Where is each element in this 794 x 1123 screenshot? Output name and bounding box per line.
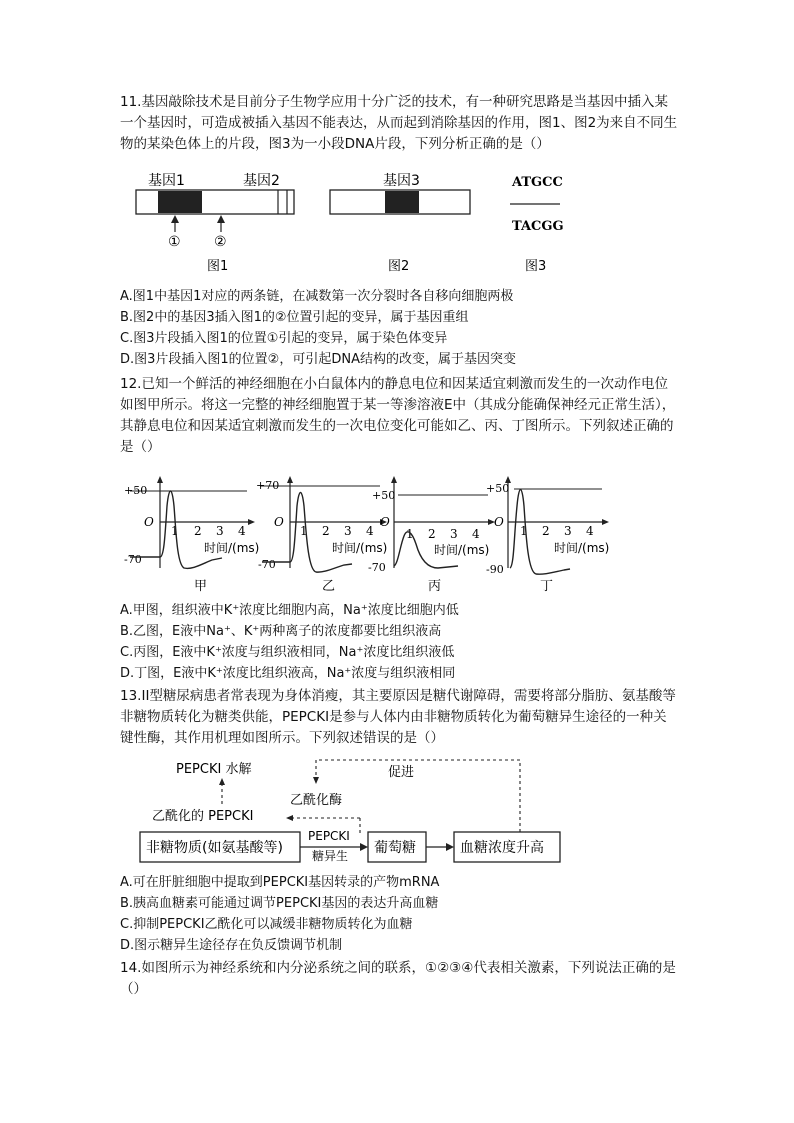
- svg-text:时间/(ms): 时间/(ms): [332, 541, 388, 555]
- yi-bottom-label: -70: [258, 558, 276, 571]
- svg-text:1: 1: [520, 524, 528, 538]
- fig2-caption: 图2: [388, 259, 410, 274]
- gluconeogenesis-label: 糖异生: [312, 849, 349, 863]
- blood-glucose-label: 血糖浓度升高: [460, 840, 544, 856]
- dna-bottom-strand: TACGG: [512, 219, 564, 234]
- svg-text:4: 4: [366, 524, 374, 538]
- svg-text:4: 4: [586, 524, 594, 538]
- svg-text:O: O: [274, 515, 284, 529]
- yi-top-label: +70: [256, 479, 280, 492]
- q12-option-d: D.丁图，E液中K⁺浓度比组织液高，Na⁺浓度与组织液相同: [120, 666, 456, 681]
- chart-ding: [486, 476, 609, 594]
- q12-stem: 12.已知一个鲜活的神经细胞在小白鼠体内的静息电位和因某适宜刺激而发生的一次动作电位如图甲所示。将这一完整的神经细胞置于某一等渗溶液E中（其成分能确保神经元正常生活），其静息电位和因某适宜刺激而发生的一次电位变化可能如乙、丙、丁图所示。下列叙述正确的是（）: [120, 376, 676, 455]
- svg-text:O: O: [144, 515, 154, 529]
- svg-text:4: 4: [472, 527, 480, 541]
- q12-option-a: A.甲图，组织液中K⁺浓度比细胞内高，Na⁺浓度比细胞内低: [120, 603, 459, 618]
- fig1-caption: 图1: [207, 259, 229, 274]
- svg-text:2: 2: [194, 524, 202, 538]
- acetylated-pepcki-label: 乙酰化的 PEPCKI: [152, 809, 254, 824]
- ding-top-label: +50: [486, 482, 510, 495]
- q13-figure: [140, 754, 570, 866]
- svg-text:3: 3: [564, 524, 572, 538]
- chart-jia: [124, 476, 259, 594]
- gene1-label: 基因1: [148, 173, 185, 189]
- q14-stem: 14.如图所示为神经系统和内分泌系统之间的联系，①②③④代表相关激素，下列说法正确的是（）: [120, 960, 676, 997]
- promote-label: 促进: [388, 765, 415, 780]
- fig3-caption: 图3: [525, 259, 547, 274]
- svg-text:2: 2: [542, 524, 550, 538]
- svg-text:3: 3: [450, 527, 458, 541]
- svg-text:3: 3: [216, 524, 224, 538]
- chart-bing: [368, 476, 495, 594]
- q12-figure: [122, 476, 622, 596]
- pepcki-hydrolysis-label: PEPCKI 水解: [176, 762, 252, 777]
- svg-text:O: O: [494, 515, 504, 529]
- jia-bottom-label: -70: [124, 553, 142, 566]
- jia-top-label: +50: [124, 484, 148, 497]
- gene1-block: [158, 191, 202, 213]
- ding-bottom-label: -90: [486, 563, 504, 576]
- yi-caption: 乙: [322, 579, 336, 594]
- q13-option-b: B.胰高血糖素可能通过调节PEPCKI基因的表达升高血糖: [120, 896, 439, 911]
- q13-option-c: C.抑制PEPCKI乙酰化可以减缓非糖物质转化为血糖: [120, 917, 413, 932]
- svg-text:4: 4: [238, 524, 246, 538]
- svg-text:3: 3: [344, 524, 352, 538]
- ding-curve: [510, 490, 570, 575]
- q11-option-c: C.图3片段插入图1的位置①引起的变异，属于染色体变异: [120, 331, 448, 346]
- q11-figure: [128, 168, 588, 280]
- position-2-mark: ②: [214, 234, 227, 250]
- bing-caption: 丙: [428, 579, 442, 594]
- jia-caption: 甲: [194, 579, 208, 594]
- dna-top-strand: ATGCC: [512, 175, 563, 190]
- q13-stem: 13.II型糖尿病患者常表现为身体消瘦，其主要原因是糖代谢障碍，需要将部分脂肪、氨基酸等非糖物质转化为糖类供能，PEPCKI是参与人体内由非糖物质转化为葡萄糖异生途径的一种关键性酶，其作用机理如图所示。下列叙述错误的是（）: [120, 688, 676, 746]
- q11-option-a: A.图1中基因1对应的两条链，在减数第一次分裂时各自移向细胞两极: [120, 289, 514, 304]
- q11-option-b: B.图2中的基因3插入图1的②位置引起的变异，属于基因重组: [120, 310, 469, 325]
- svg-text:1: 1: [300, 524, 308, 538]
- position-1-mark: ①: [168, 234, 181, 250]
- svg-text:1: 1: [171, 524, 179, 538]
- gene3-label: 基因3: [383, 173, 420, 189]
- jia-curve: [130, 491, 222, 568]
- gene2-label: 基因2: [243, 173, 280, 189]
- svg-text:O: O: [380, 515, 390, 529]
- gene3-block: [385, 191, 419, 213]
- svg-text:时间/(ms): 时间/(ms): [434, 543, 490, 557]
- q13-option-d: D.图示糖异生途径存在负反馈调节机制: [120, 938, 343, 953]
- svg-text:2: 2: [428, 527, 436, 541]
- non-sugar-label: 非糖物质(如氨基酸等): [146, 840, 283, 856]
- bing-bottom-label: -70: [368, 561, 386, 574]
- bing-top-label: +50: [372, 489, 396, 502]
- svg-text:1: 1: [406, 527, 414, 541]
- ding-caption: 丁: [540, 579, 554, 594]
- q12-option-b: B.乙图，E液中Na⁺、K⁺两种离子的浓度都要比组织液高: [120, 624, 442, 639]
- glucose-label: 葡萄糖: [374, 840, 416, 856]
- pepcki-enzyme-label: PEPCKI: [308, 829, 350, 843]
- svg-text:2: 2: [322, 524, 330, 538]
- acetylase-label: 乙酰化酶: [290, 793, 343, 808]
- svg-text:时间/(ms): 时间/(ms): [554, 541, 610, 555]
- q12-option-c: C.丙图，E液中K⁺浓度与组织液相同，Na⁺浓度比组织液低: [120, 645, 455, 660]
- chart-yi: [256, 476, 387, 594]
- q13-option-a: A.可在肝脏细胞中提取到PEPCKI基因转录的产物mRNA: [120, 875, 440, 890]
- q11-stem: 11.基因敲除技术是目前分子生物学应用十分广泛的技术，有一种研究思路是当基因中插入某一个基因时，可造成被插入基因不能表达，从而起到消除基因的作用，图1、图2为来自不同生物的某染色体上的片段，图3为一小段DNA片段，下列分析正确的是（）: [120, 94, 678, 152]
- svg-text:时间/(ms): 时间/(ms): [204, 541, 260, 555]
- q11-option-d: D.图3片段插入图1的位置②，可引起DNA结构的改变，属于基因突变: [120, 352, 516, 367]
